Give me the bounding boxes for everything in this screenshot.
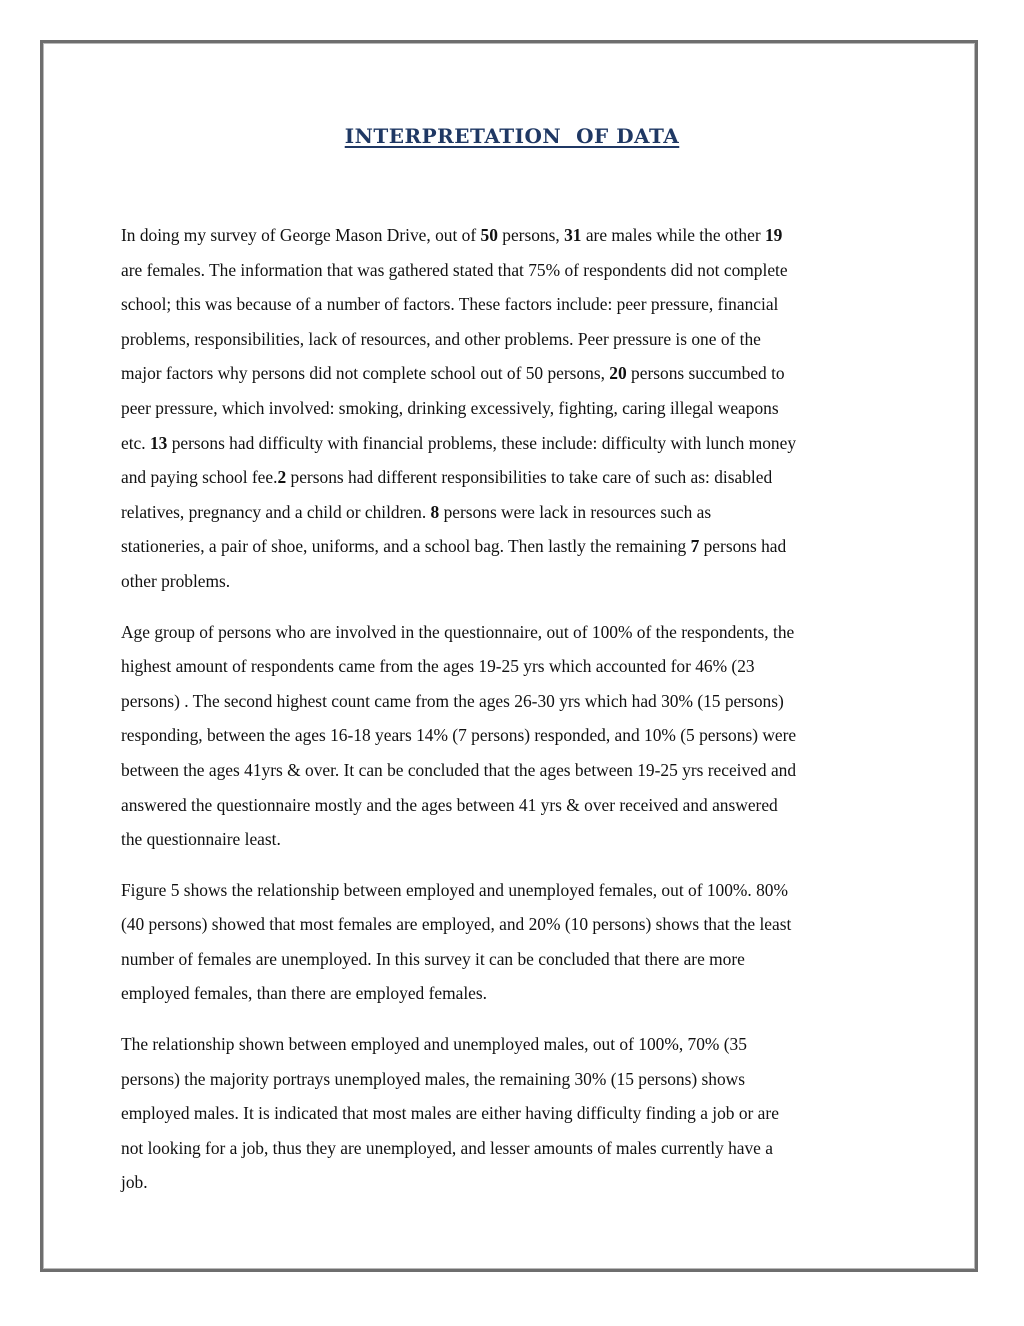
text-line [121, 942, 911, 977]
text-segment: Age group of persons who are involved in the questionnaire, out of 100% of the respondents, the [121, 621, 795, 642]
text-line [121, 615, 911, 650]
paragraph [121, 1027, 911, 1200]
text-segment: stationeries, a pair of shoe, uniforms, and a school bag. Then lastly the remaining [121, 536, 691, 557]
text-segment: and paying school fee. [121, 467, 278, 488]
text-line [121, 822, 911, 857]
text-line [121, 287, 911, 322]
text-segment: persons) the majority portrays unemployed males, the remaining 30% (15 persons) shows [121, 1068, 745, 1089]
bold-number: 7 [690, 536, 700, 557]
text-line [121, 907, 911, 942]
text-segment: persons) . The second highest count came from the ages 26-30 yrs which had 30% (15 persons) [121, 690, 784, 711]
text-line [121, 1027, 911, 1062]
text-segment: Figure 5 shows the relationship between employed and unemployed females, out of 100%. 80% [121, 879, 788, 900]
paragraph [121, 615, 911, 857]
bold-number: 20 [609, 363, 627, 384]
text-segment: problems, responsibilities, lack of resources, and other problems. Peer pressure is one of the [121, 328, 761, 349]
text-segment: not looking for a job, thus they are unemployed, and lesser amounts of males currently have a [121, 1137, 773, 1158]
text-segment: the questionnaire least. [121, 829, 281, 850]
text-segment: answered the questionnaire mostly and the ages between 41 yrs & over received and answered [121, 794, 778, 815]
text-line [121, 753, 911, 788]
text-line [121, 873, 911, 908]
bold-number: 13 [149, 432, 168, 453]
text-segment: persons succumbed to [626, 363, 785, 384]
text-segment: school; this was because of a number of factors. These factors include: peer pressure, financial [121, 294, 779, 315]
text-line [121, 1131, 911, 1166]
bold-number: 2 [277, 467, 287, 488]
text-segment: other problems. [121, 570, 231, 591]
text-segment: persons, [497, 225, 565, 245]
text-segment: are females. The information that was gathered stated that 75% of respondents did not complete [121, 259, 788, 280]
text-line [121, 460, 911, 495]
text-line [121, 1096, 911, 1131]
text-segment: employed females, than there are employed females. [121, 983, 488, 1004]
text-line [121, 529, 911, 564]
text-segment: persons had different responsibilities to take care of such as: disabled [286, 467, 773, 488]
text-segment: responding, between the ages 16-18 years 14% (7 persons) responded, and 10% (5 persons) were [121, 725, 797, 746]
text-segment: number of females are unemployed. In this survey it can be concluded that there are more [121, 948, 745, 969]
bold-number: 31 [564, 225, 582, 245]
text-line [121, 1165, 911, 1200]
text-line [121, 218, 911, 253]
text-segment: In doing my survey of George Mason Drive, out of [121, 225, 481, 245]
text-segment: between the ages 41yrs & over. It can be concluded that the ages between 19-25 yrs received and [121, 759, 797, 780]
text-line [121, 564, 911, 599]
text-line [121, 391, 911, 426]
text-segment: employed males. It is indicated that most males are either having difficulty finding a job or are [121, 1103, 779, 1124]
text-segment: The relationship shown between employed and unemployed males, out of 100%, 70% (35 [121, 1034, 747, 1055]
text-segment: persons had difficulty with financial problems, these include: difficulty with lunch money [167, 432, 797, 453]
paragraph [121, 873, 911, 1011]
text-segment: persons had [699, 536, 787, 557]
text-segment: etc. [121, 432, 150, 453]
text-segment: peer pressure, which involved: smoking, drinking excessively, fighting, caring illegal weapons [121, 397, 779, 418]
text-line [121, 1062, 911, 1097]
text-line [121, 718, 911, 753]
page-title: INTERPRETATION OF DATA [344, 124, 680, 148]
text-line [121, 495, 911, 530]
text-segment: highest amount of respondents came from the ages 19-25 yrs which accounted for 46% (23 [121, 656, 755, 677]
text-line [121, 426, 911, 461]
text-line [121, 253, 911, 288]
bold-number: 50 [480, 225, 498, 245]
paragraph [121, 218, 911, 599]
text-line [121, 788, 911, 823]
text-segment: persons were lack in resources such as [439, 501, 712, 522]
text-segment: (40 persons) showed that most females are employed, and 20% (10 persons) shows that the least [121, 914, 792, 935]
text-segment: relatives, pregnancy and a child or children. [121, 501, 431, 522]
text-segment: major factors why persons did not complete school out of 50 persons, [121, 363, 610, 384]
text-line [121, 684, 911, 719]
text-line [121, 649, 911, 684]
text-line [121, 976, 911, 1011]
text-segment: job. [121, 1172, 148, 1193]
bold-number: 19 [764, 225, 783, 245]
text-line [121, 322, 911, 357]
document-body [121, 218, 911, 1216]
text-line [121, 356, 911, 391]
bold-number: 8 [430, 501, 440, 522]
text-segment: are males while the other [581, 225, 765, 245]
